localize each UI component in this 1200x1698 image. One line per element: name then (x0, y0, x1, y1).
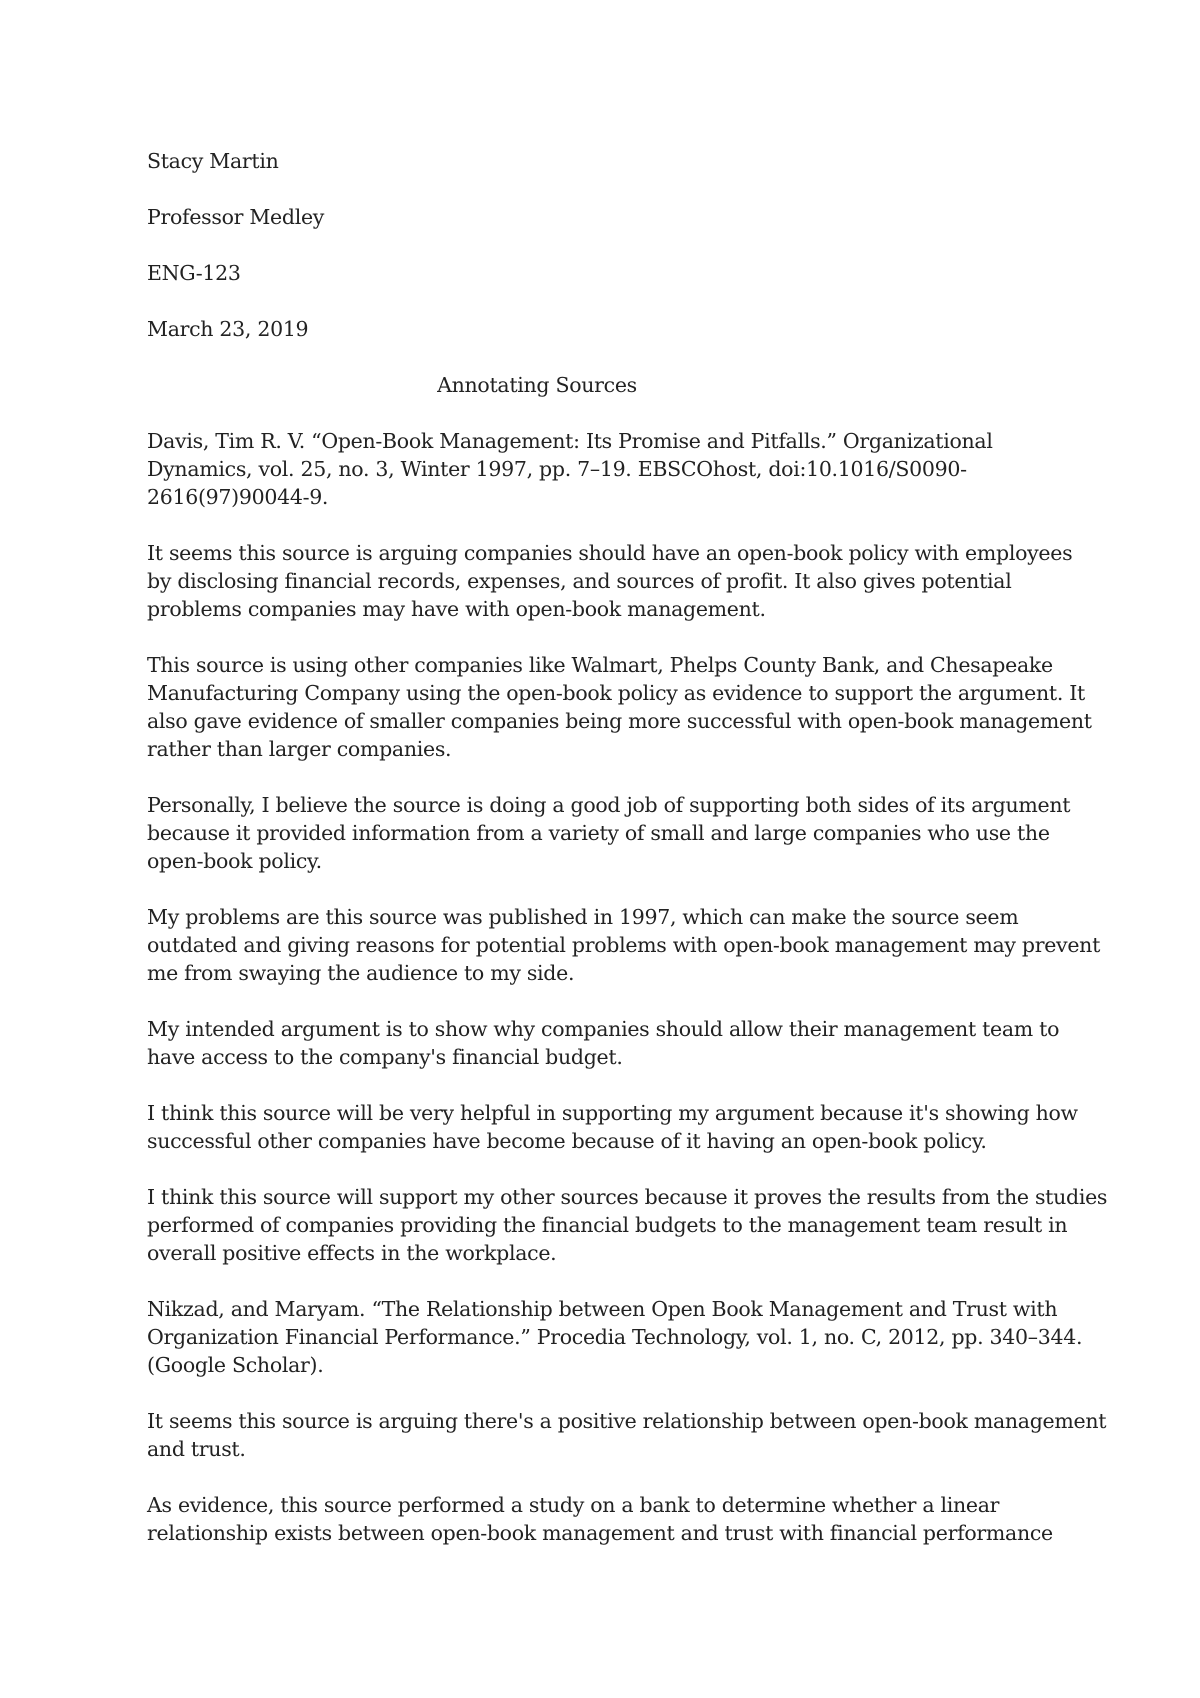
paragraph-line: My problems are this source was published in 1997, which can make the source seem (147, 905, 1019, 929)
document-title: Annotating Sources (437, 373, 637, 397)
paragraph-line: This source is using other companies like Walmart, Phelps County Bank, and Chesapeake (147, 653, 1053, 677)
paragraph-line: (Google Scholar). (147, 1353, 324, 1377)
paragraph-line: also gave evidence of smaller companies being more successful with open-book management (147, 709, 1092, 733)
paragraph-line: I think this source will support my other sources because it proves the results from the studies (147, 1185, 1108, 1209)
paragraph-line: As evidence, this source performed a study on a bank to determine whether a linear (147, 1493, 1000, 1517)
paragraph-line: Personally, I believe the source is doing a good job of supporting both sides of its argument (147, 793, 1071, 817)
annotation-paragraph (147, 791, 1071, 875)
paragraph-line: because it provided information from a variety of small and large companies who use the (147, 821, 1050, 845)
paragraph-line: relationship exists between open-book management and trust with financial performance (147, 1521, 1053, 1545)
annotation-paragraph (147, 1099, 1078, 1155)
paragraph-line: open-book policy. (147, 849, 322, 873)
annotation-paragraph (147, 1183, 1108, 1267)
paragraph-line: outdated and giving reasons for potential problems with open-book management may prevent (147, 933, 1101, 957)
paragraph-line: My intended argument is to show why companies should allow their management team to (147, 1017, 1060, 1041)
annotation-paragraph (147, 1015, 1067, 1071)
course-code: ENG-123 (147, 261, 241, 285)
paragraph-line: successful other companies have become because of it having an open-book policy. (147, 1129, 987, 1153)
paragraph-line: I think this source will be very helpful in supporting my argument because it's showing how (147, 1101, 1078, 1125)
annotation-paragraph (147, 539, 1073, 623)
paragraph-line: problems companies may have with open-book management. (147, 597, 766, 621)
paragraph-line: me from swaying the audience to my side. (147, 961, 575, 985)
annotation-paragraph (147, 903, 1101, 987)
paragraph-line: Manufacturing Company using the open-book policy as evidence to support the argument. It (147, 681, 1085, 705)
professor-name: Professor Medley (147, 205, 325, 229)
paragraph-line: performed of companies providing the financial budgets to the management team result in (147, 1213, 1068, 1237)
paragraph-line: Davis, Tim R. V. “Open-Book Management: Its Promise and Pitfalls.” Organizational (147, 429, 993, 453)
document-body (147, 147, 1108, 1575)
paragraph-line: Dynamics, vol. 25, no. 3, Winter 1997, pp. 7–19. EBSCOhost, doi:10.1016/S0090- (147, 457, 967, 481)
paragraph-line: 2616(97)90044-9. (147, 485, 329, 509)
paragraph-line: have access to the company's financial budget. (147, 1045, 623, 1069)
annotation-paragraph (147, 1407, 1107, 1463)
annotation-paragraph (147, 651, 1092, 763)
paragraph-line: and trust. (147, 1437, 246, 1461)
paragraph-line: overall positive effects in the workplace. (147, 1241, 557, 1265)
paragraph-line: by disclosing financial records, expenses, and sources of profit. It also gives potential (147, 569, 1012, 593)
paragraph-line: It seems this source is arguing companies should have an open-book policy with employees (147, 541, 1073, 565)
annotation-paragraph (147, 1491, 1067, 1547)
paragraph-line: rather than larger companies. (147, 737, 452, 761)
citation-nikzad (147, 1295, 1083, 1379)
paragraph-line: Organization Financial Performance.” Procedia Technology, vol. 1, no. C, 2012, pp. 340–344. (147, 1325, 1083, 1349)
document-date: March 23, 2019 (147, 317, 309, 341)
citation-davis (147, 427, 1067, 511)
student-name: Stacy Martin (147, 149, 279, 173)
paragraph-line: It seems this source is arguing there's a positive relationship between open-book management (147, 1409, 1107, 1433)
paragraph-line: Nikzad, and Maryam. “The Relationship between Open Book Management and Trust with (147, 1297, 1058, 1321)
